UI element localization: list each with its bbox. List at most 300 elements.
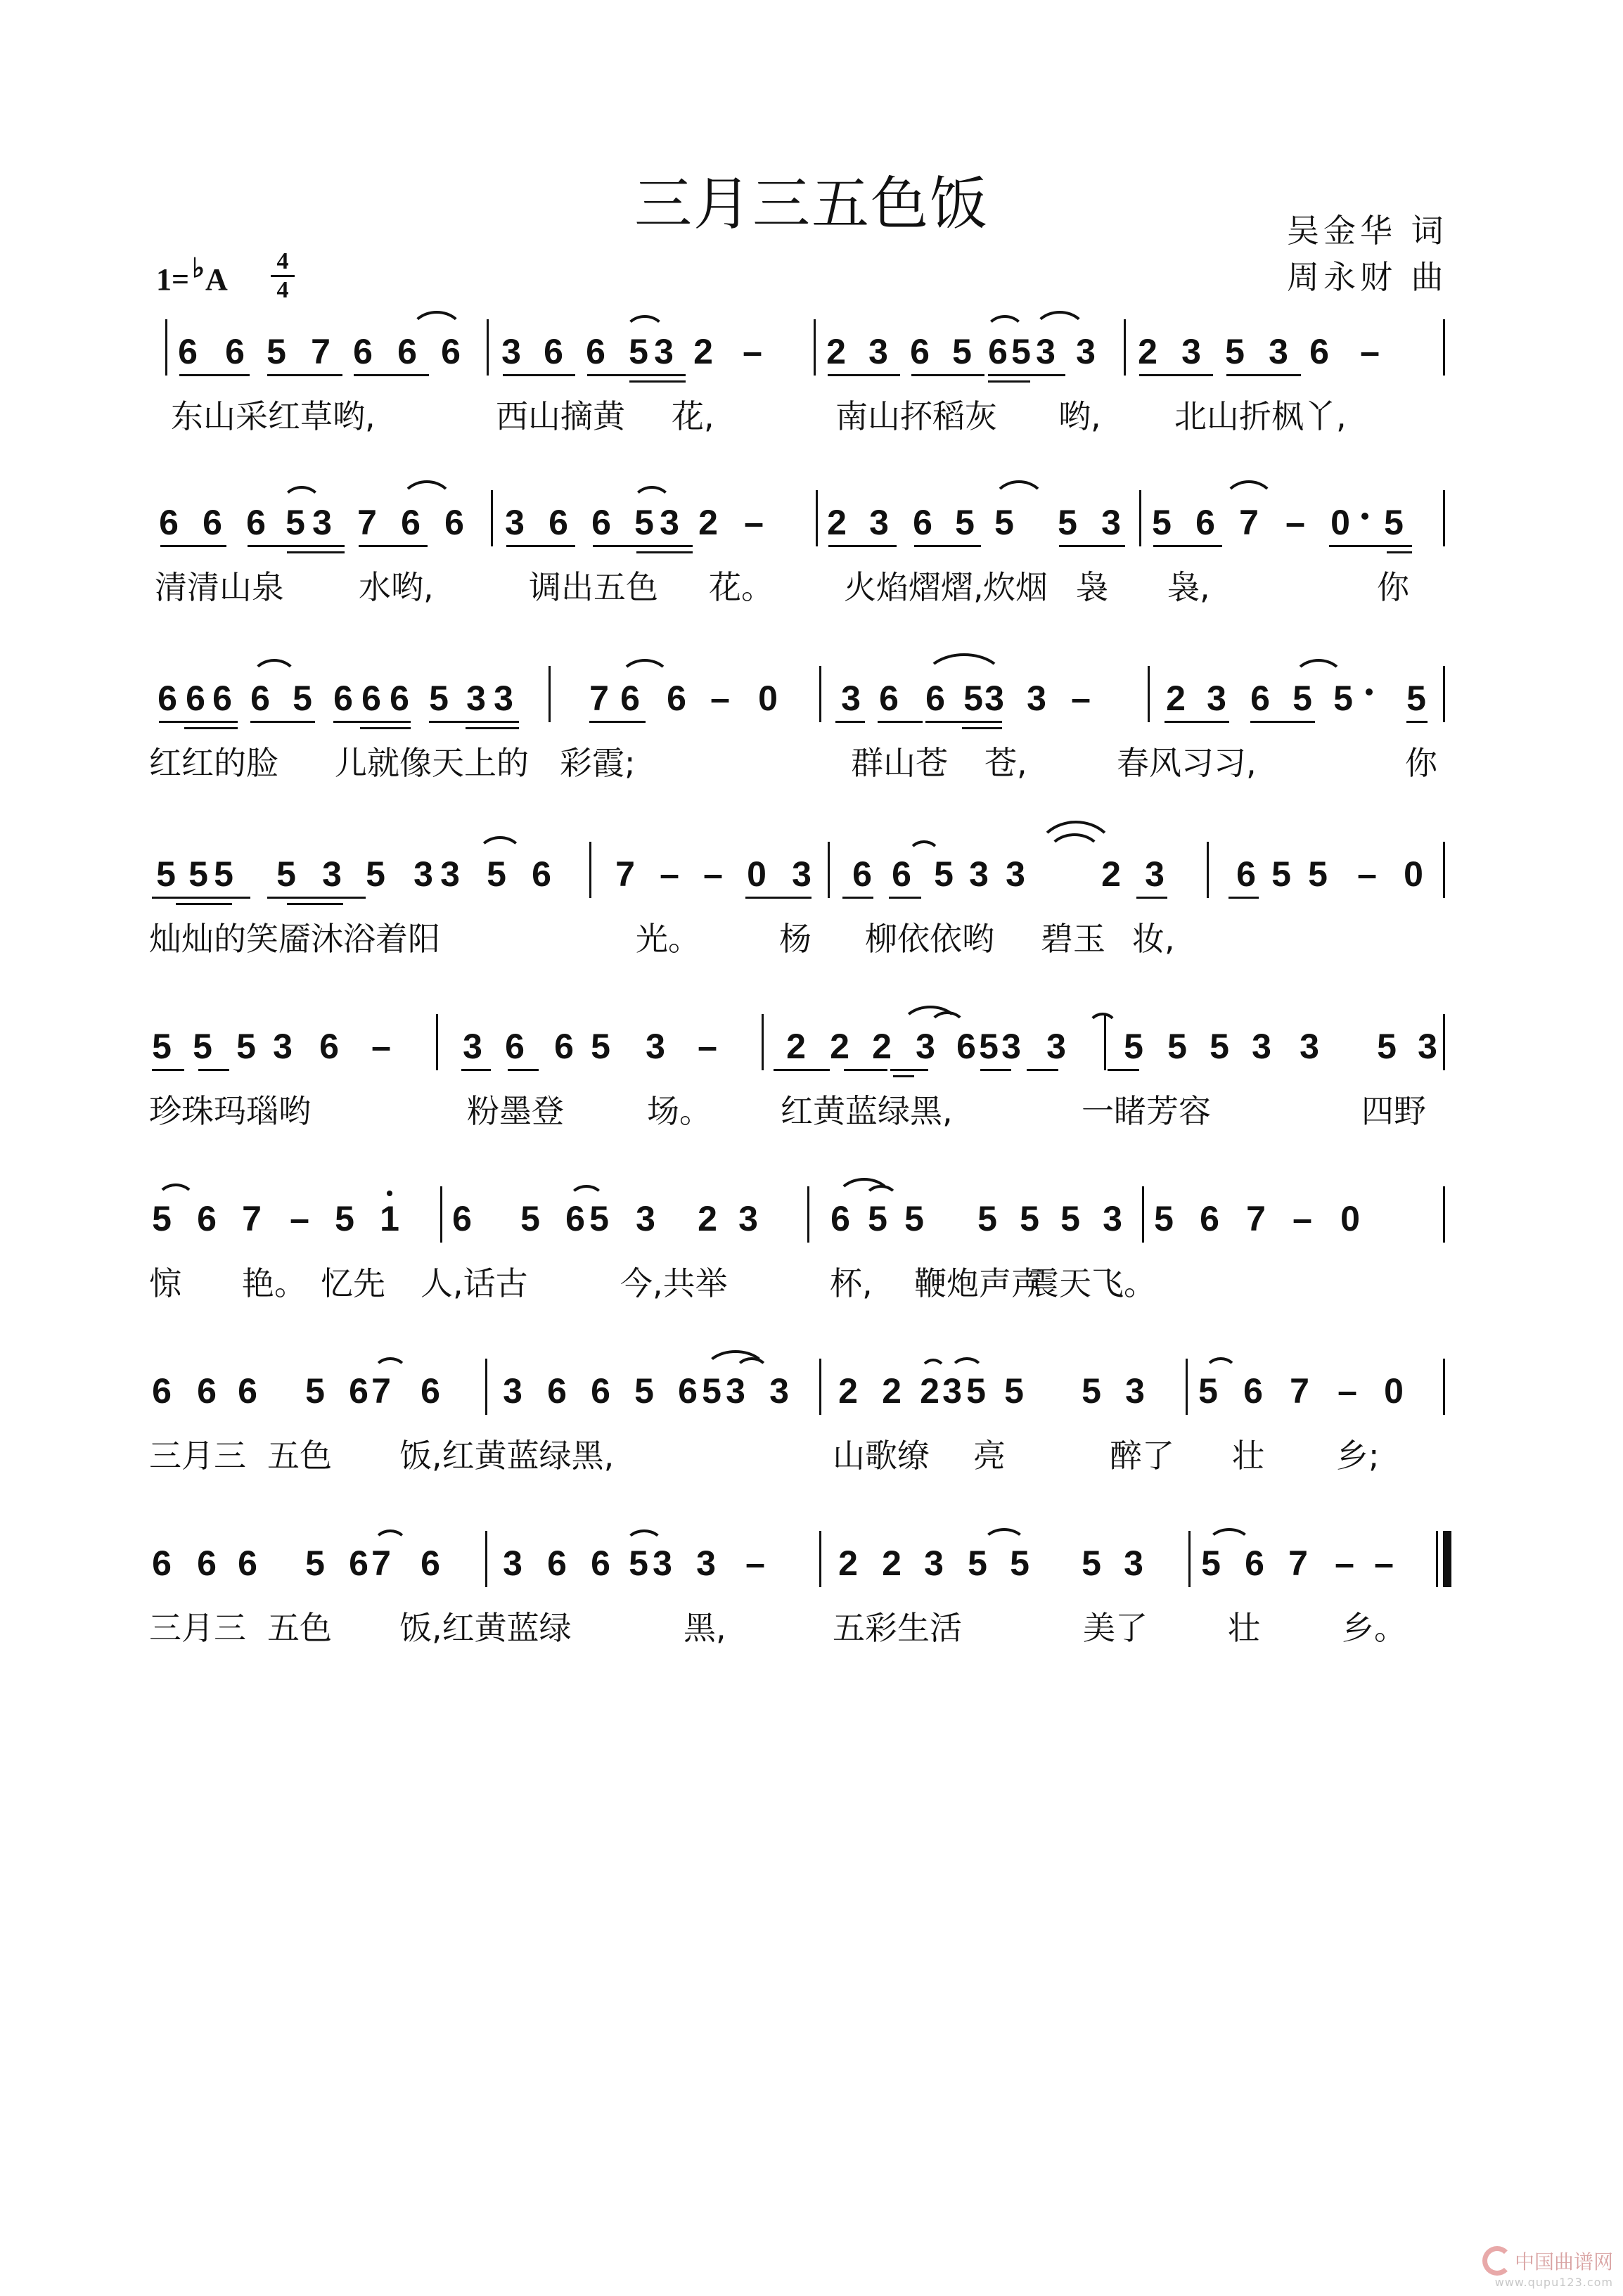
note: 5: [1308, 854, 1328, 894]
lyric-text: 乡;: [1336, 1437, 1380, 1475]
eighth-underline: [745, 897, 812, 899]
note: 2: [830, 1027, 849, 1066]
note: 3: [273, 1027, 293, 1066]
barline: [819, 1531, 821, 1587]
eighth-underline: [461, 1069, 491, 1071]
note: 3: [1036, 332, 1056, 371]
lyric-text: 场。: [647, 1092, 712, 1130]
dash-sustain: –: [1335, 1544, 1354, 1583]
watermark: [1482, 2246, 1613, 2289]
barline: [1443, 319, 1445, 376]
eighth-underline: [1229, 897, 1259, 899]
note: 5: [335, 1199, 354, 1238]
slur-tie: [477, 836, 523, 856]
lyrics-row: [0, 1607, 1623, 1656]
note: 3: [1181, 332, 1201, 371]
note: 6: [591, 1544, 610, 1583]
final-barline: [1436, 1531, 1438, 1587]
note: 6: [879, 679, 899, 718]
lyric-text: 壮: [1228, 1609, 1260, 1647]
note: 2: [698, 503, 718, 542]
eighth-underline: [503, 374, 575, 376]
lyric-text: 你: [1405, 744, 1437, 782]
barline: [436, 1014, 438, 1070]
note: 3: [1027, 679, 1046, 718]
lyric-text: 灿灿的笑靥沐浴着阳: [149, 920, 440, 958]
time-signature-bottom: 4: [276, 277, 289, 303]
lyric-text: 饭,红黄蓝绿: [399, 1609, 572, 1647]
barline: [1186, 1359, 1188, 1415]
time-signature: [271, 250, 295, 302]
note: 5: [868, 1199, 887, 1238]
lyric-text: 群山苍: [851, 744, 948, 782]
note: 6: [390, 679, 409, 718]
watermark-url: www.qupu123.com: [1494, 2276, 1613, 2289]
note: 5: [1333, 679, 1353, 718]
barline: [828, 842, 830, 898]
note: 5: [979, 1027, 999, 1066]
sixteenth-underline: [184, 727, 238, 729]
eighth-underline: [267, 897, 343, 899]
note: 0: [1330, 503, 1350, 542]
note: 6: [250, 679, 270, 718]
eighth-underline: [333, 897, 366, 899]
note: 2: [882, 1544, 902, 1583]
dash-sustain: –: [1071, 679, 1091, 718]
barline: [589, 842, 591, 898]
note: 3: [1145, 854, 1165, 894]
note: 6: [349, 1371, 368, 1411]
note: 6: [353, 332, 373, 371]
note: 3: [503, 1544, 522, 1583]
note: 5: [1082, 1371, 1101, 1411]
barline: [1443, 1359, 1445, 1415]
barline: [1443, 490, 1445, 546]
note: 3: [1252, 1027, 1271, 1066]
eighth-underline: [250, 721, 315, 723]
note: 5: [1198, 1371, 1218, 1411]
note: 6: [591, 503, 611, 542]
watermark-logo-icon: [1482, 2246, 1512, 2276]
slur-tie: [949, 1357, 984, 1373]
slur-tie: [1204, 1357, 1238, 1373]
note: 7: [1246, 1199, 1266, 1238]
eighth-underline: [219, 897, 250, 899]
note: 6: [186, 679, 205, 718]
sixteenth-underline: [176, 903, 232, 905]
eighth-underline: [844, 1069, 887, 1071]
eighth-underline: [159, 721, 238, 723]
note: 6: [319, 1027, 339, 1066]
key-note: A: [205, 262, 228, 297]
note: 7: [1290, 1371, 1309, 1411]
eighth-underline: [1406, 721, 1428, 723]
eighth-underline: [508, 1069, 539, 1071]
lyrics-row: [0, 742, 1623, 791]
lyric-text: 北山折枫丫,: [1174, 397, 1347, 435]
note: 7: [589, 679, 609, 718]
note: 2: [838, 1544, 858, 1583]
barline: [1139, 490, 1141, 546]
slur-tie: [1087, 1013, 1118, 1028]
dash-sustain: –: [698, 1027, 717, 1066]
note: 7: [615, 854, 635, 894]
note: 6: [544, 332, 563, 371]
note: 6: [361, 679, 381, 718]
note: 3: [322, 854, 342, 894]
barline: [1142, 1186, 1144, 1243]
lyric-text: 惊: [149, 1264, 181, 1302]
eighth-underline: [835, 721, 865, 723]
lyric-text: 珍珠玛瑙哟: [149, 1092, 311, 1130]
lyric-text: 碧玉: [1041, 920, 1105, 958]
note: 3: [1006, 854, 1025, 894]
note: 3: [501, 332, 521, 371]
eighth-underline: [1165, 721, 1229, 723]
note: 7: [371, 1544, 391, 1583]
note: 0: [1404, 854, 1423, 894]
note: 7: [1239, 503, 1259, 542]
time-signature-top: 4: [276, 248, 289, 274]
note: 5: [955, 503, 975, 542]
lyric-text: 乡。: [1342, 1609, 1406, 1647]
note: 3: [1046, 1027, 1066, 1066]
note: 6: [547, 1371, 567, 1411]
note: 3: [636, 1199, 655, 1238]
note: 6: [441, 332, 461, 371]
note: 6: [212, 679, 232, 718]
lyric-text: 醉了: [1110, 1437, 1174, 1475]
note: 5: [1004, 1371, 1024, 1411]
note: 6: [197, 1199, 217, 1238]
note: 6: [1195, 503, 1215, 542]
note: 6: [547, 1544, 567, 1583]
barline: [1443, 1014, 1445, 1070]
lyric-text: 杯,: [830, 1264, 873, 1302]
sixteenth-underline: [360, 727, 411, 729]
note: 3: [924, 1544, 944, 1583]
lyric-text: 粉墨登: [467, 1092, 564, 1130]
note: 5: [1225, 332, 1245, 371]
eighth-underline: [152, 1069, 184, 1071]
note: 3: [312, 503, 332, 542]
sixteenth-underline: [287, 551, 345, 553]
note: 2: [920, 1371, 939, 1411]
lyric-text: 苍,: [984, 744, 1027, 782]
barline: [819, 1359, 821, 1415]
lyric-text: 四野: [1361, 1092, 1426, 1130]
lyric-text: 鞭炮声声: [914, 1264, 1044, 1302]
eighth-underline: [198, 1069, 229, 1071]
augmentation-dot: [1361, 513, 1368, 520]
note: 3: [1418, 1027, 1437, 1066]
lyric-text: 忆先: [321, 1264, 385, 1302]
note: 6: [197, 1544, 217, 1583]
note: 6: [452, 1199, 472, 1238]
dash-sustain: –: [745, 1544, 765, 1583]
eighth-underline: [1059, 545, 1125, 547]
eighth-underline: [878, 721, 923, 723]
slur-tie: [1032, 311, 1087, 333]
barline: [1148, 666, 1150, 722]
note: 5: [1010, 1544, 1029, 1583]
dash-sustain: –: [1285, 503, 1305, 542]
slur-tie: [373, 1529, 408, 1545]
eighth-underline: [179, 374, 250, 376]
note: 6: [349, 1544, 368, 1583]
dash-sustain: –: [371, 1027, 391, 1066]
lyric-text: 三月三: [149, 1437, 246, 1475]
note: 0: [1384, 1371, 1404, 1411]
note: 7: [242, 1199, 262, 1238]
lyric-text: 艳。: [242, 1264, 307, 1302]
note: 5: [188, 854, 208, 894]
lyric-text: 春风习习,: [1117, 744, 1257, 782]
note: 6: [913, 503, 932, 542]
lyric-text: 西山摘黄: [496, 397, 625, 435]
lyric-text: 儿就像天上的: [335, 744, 529, 782]
flat-icon: ♭: [192, 254, 205, 283]
note: 6: [1245, 1544, 1264, 1583]
note: 6: [830, 1199, 850, 1238]
note: 3: [696, 1544, 716, 1583]
note: 5: [305, 1544, 325, 1583]
slur-tie: [982, 1528, 1027, 1545]
note: 5: [904, 1199, 924, 1238]
eighth-underline: [890, 1069, 928, 1071]
note: 5: [366, 854, 385, 894]
notes-row: [0, 325, 1623, 388]
note: 5: [1292, 679, 1312, 718]
note: 6: [1309, 332, 1329, 371]
barline: [762, 1014, 764, 1070]
notes-row: [0, 1020, 1623, 1083]
note: 7: [357, 503, 377, 542]
note: 6: [333, 679, 353, 718]
lyric-text: 一睹芳容: [1082, 1092, 1211, 1130]
eighth-underline: [589, 721, 646, 723]
note: 5: [702, 1371, 721, 1411]
dash-sustain: –: [1292, 1199, 1312, 1238]
dash-sustain: –: [1357, 854, 1377, 894]
note: 2: [826, 332, 846, 371]
note: 2: [1101, 854, 1121, 894]
slur-tie: [984, 315, 1025, 333]
key-prefix: 1=: [156, 262, 190, 297]
note: 5: [966, 1371, 986, 1411]
note: 5: [1384, 503, 1404, 542]
eighth-underline: [911, 374, 984, 376]
note: 6: [238, 1544, 257, 1583]
lyric-text: 花。: [709, 568, 774, 606]
note: 5: [429, 679, 449, 718]
barline: [485, 1531, 487, 1587]
note: 5: [152, 1199, 172, 1238]
note: 3: [1300, 1027, 1319, 1066]
note: 5: [1406, 679, 1426, 718]
note: 6: [549, 503, 568, 542]
lyric-text: 今,共举: [620, 1264, 728, 1302]
note: 5: [634, 1371, 654, 1411]
slur-tie: [409, 311, 464, 333]
lyrics-row: [0, 1262, 1623, 1311]
augmentation-dot: [1366, 688, 1373, 695]
note: 6: [892, 854, 911, 894]
note: 5: [286, 503, 305, 542]
barline: [1443, 842, 1445, 898]
lyric-text: 水哟,: [359, 568, 434, 606]
note: 5: [1060, 1199, 1080, 1238]
lyric-text: 清清山泉: [155, 568, 284, 606]
lyric-text: 袅: [1076, 568, 1108, 606]
score-line: [0, 672, 1623, 812]
eighth-underline: [889, 897, 921, 899]
dash-sustain: –: [703, 854, 723, 894]
eighth-underline: [1329, 545, 1412, 547]
barline: [549, 666, 551, 722]
barline: [487, 319, 489, 376]
lyric-text: 壮: [1232, 1437, 1264, 1475]
note: 6: [591, 1371, 610, 1411]
note: 6: [158, 679, 177, 718]
note: 5: [589, 1199, 609, 1238]
lyrics-row: [0, 1090, 1623, 1139]
note: 5: [591, 1027, 610, 1066]
lyric-text: 红黄蓝绿黑,: [781, 1092, 953, 1130]
eighth-underline: [429, 721, 519, 723]
dash-sustain: –: [1360, 332, 1380, 371]
lyric-text: 人,话古: [421, 1264, 528, 1302]
note: 2: [827, 503, 847, 542]
note: 6: [197, 1371, 217, 1411]
notes-row: [0, 1364, 1623, 1428]
score-line: [0, 1020, 1623, 1160]
note: 6: [246, 503, 266, 542]
lyric-text: 黑,: [684, 1609, 726, 1647]
note: 0: [747, 854, 766, 894]
slur-tie: [1207, 1528, 1252, 1545]
sixteenth-underline: [962, 727, 1002, 729]
eighth-underline: [587, 374, 686, 376]
note: 6: [1243, 1371, 1263, 1411]
note: 5: [1210, 1027, 1229, 1066]
slur-tie: [1222, 480, 1276, 504]
lyric-text: 红红的脸: [149, 744, 278, 782]
note: 3: [653, 1544, 672, 1583]
note: 6: [421, 1371, 440, 1411]
note: 6: [238, 1371, 257, 1411]
eighth-underline: [828, 374, 900, 376]
note: 6: [1236, 854, 1256, 894]
barline: [1443, 666, 1445, 722]
note: 6: [152, 1371, 172, 1411]
barline: [1207, 842, 1209, 898]
sixteenth-underline: [1387, 551, 1412, 553]
lyric-text: 柳依依哟: [865, 920, 994, 958]
lyric-text: 哟,: [1058, 397, 1101, 435]
eighth-underline: [1250, 721, 1315, 723]
note: 6: [678, 1371, 698, 1411]
high-octave-dot: [387, 1191, 392, 1196]
eighth-underline: [925, 721, 1002, 723]
note: 3: [646, 1027, 665, 1066]
note: 6: [225, 332, 245, 371]
eighth-underline: [267, 374, 342, 376]
slur-tie: [923, 653, 1005, 680]
dash-sustain: –: [1337, 1371, 1357, 1411]
note: 2: [838, 1371, 858, 1411]
note: 5: [152, 1027, 172, 1066]
note: 6: [1200, 1199, 1219, 1238]
eighth-underline: [333, 721, 411, 723]
slur-tie: [920, 1359, 947, 1373]
note: 3: [769, 1371, 789, 1411]
lyric-text: 彩霞;: [560, 744, 636, 782]
lyric-text: 震天飞。: [1027, 1264, 1156, 1302]
lyricist-credit: 吴金华 词: [1287, 212, 1448, 250]
note: 0: [758, 679, 778, 718]
eighth-underline: [1139, 374, 1213, 376]
note: 3: [503, 1371, 522, 1411]
slur-tie: [624, 1529, 664, 1545]
note: 5: [934, 854, 954, 894]
eighth-underline: [1108, 1069, 1139, 1071]
note: 5: [293, 679, 312, 718]
note: 6: [852, 854, 872, 894]
barline: [440, 1186, 442, 1243]
note: 5: [1124, 1027, 1143, 1066]
slur-tie: [992, 480, 1046, 504]
barline: [816, 490, 818, 546]
slur-tie: [399, 480, 454, 504]
note: 3: [660, 503, 679, 542]
note: 5: [952, 332, 972, 371]
slur-tie: [624, 315, 666, 333]
note: 5: [1201, 1544, 1221, 1583]
note: 5: [1152, 503, 1172, 542]
note: 0: [1340, 1199, 1360, 1238]
note: 5: [968, 1544, 987, 1583]
note: 5: [1058, 503, 1077, 542]
dash-sustain: –: [290, 1199, 309, 1238]
slur-tie: [250, 659, 298, 680]
barline: [807, 1186, 809, 1243]
barline: [491, 490, 493, 546]
lyric-text: 五色: [267, 1437, 332, 1475]
song-title: 三月三五色饭: [634, 171, 989, 238]
sixteenth-underline: [636, 551, 693, 553]
note: 2: [1166, 679, 1186, 718]
lyric-text: 南山抔稻灰: [835, 397, 997, 435]
note: 5: [305, 1371, 325, 1411]
note: 5: [1167, 1027, 1187, 1066]
lyric-text: 花,: [672, 397, 714, 435]
score-line: [0, 496, 1623, 636]
note: 3: [466, 679, 486, 718]
lyric-text: 你: [1377, 568, 1409, 606]
note: 6: [397, 332, 417, 371]
note: 5: [634, 503, 654, 542]
lyric-text: 三月三: [149, 1609, 246, 1647]
slur-tie: [1035, 821, 1117, 856]
note: 6: [956, 1027, 976, 1066]
note: 6: [178, 332, 198, 371]
note: 3: [1124, 1544, 1143, 1583]
slur-tie: [1292, 659, 1345, 680]
note: 2: [693, 332, 713, 371]
note: 6: [988, 332, 1008, 371]
barline: [1124, 319, 1126, 376]
